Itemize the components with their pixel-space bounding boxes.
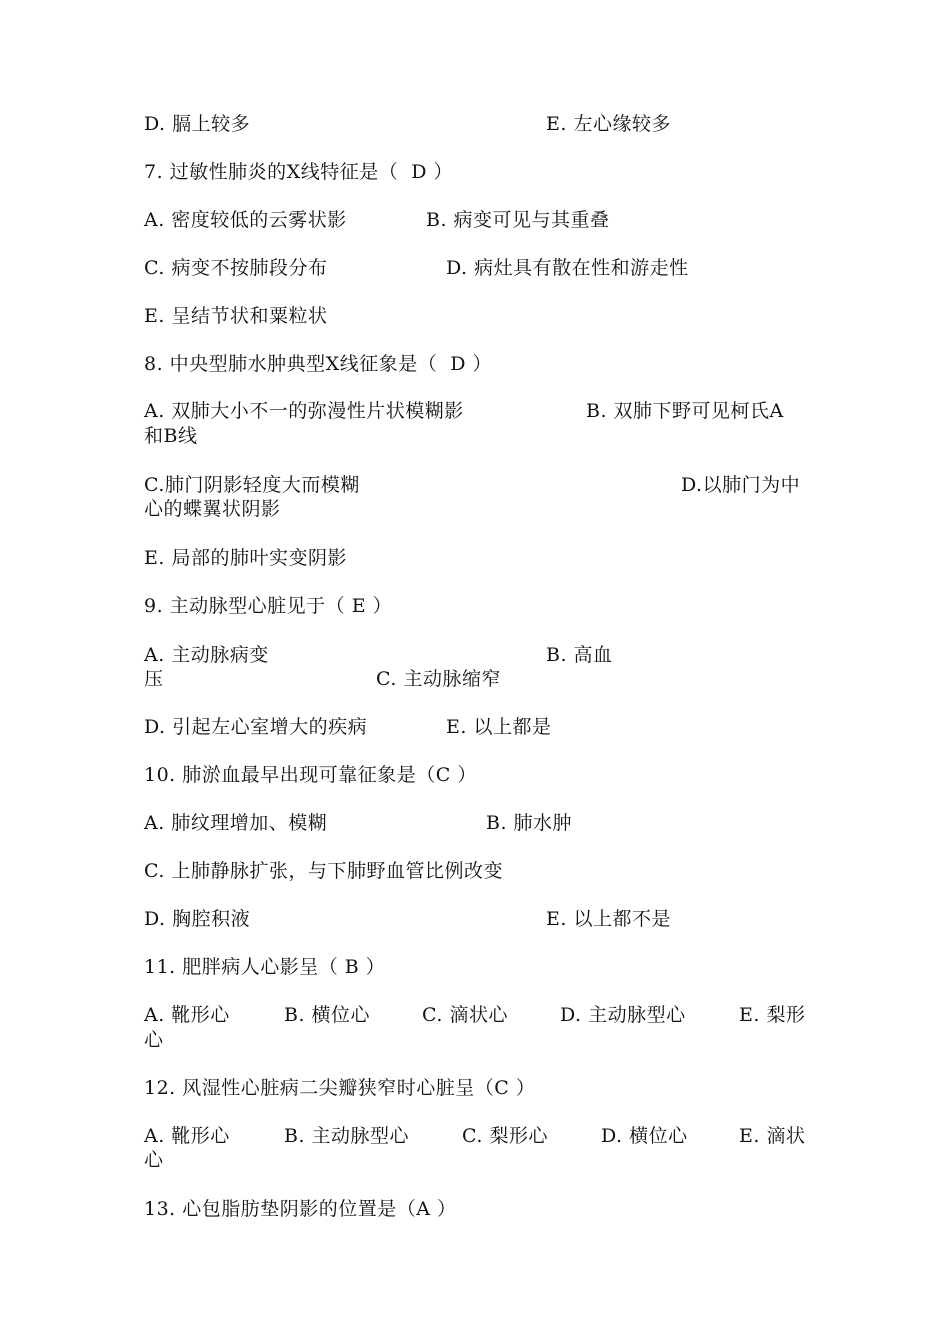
option-b: B. 高血 <box>546 644 613 666</box>
option-c: C.肺门阴影轻度大而模糊 <box>144 474 360 496</box>
option-b-continued: 压 <box>144 668 164 690</box>
option-d: D. 横位心 <box>601 1125 688 1147</box>
question-12: 12. 风湿性心脏病二尖瓣狭窄时心脏呈（C ） <box>144 1077 536 1099</box>
option-b: B. 主动脉型心 <box>284 1125 410 1147</box>
option-e: E. 梨形 <box>739 1004 806 1026</box>
option-c: C. 梨形心 <box>462 1125 548 1147</box>
option-e: E. 呈结节状和粟粒状 <box>144 305 328 327</box>
option-d: D. 膈上较多 <box>144 113 251 135</box>
option-a: A. 靴形心 <box>144 1004 230 1026</box>
option-d: D.以肺门为中 <box>681 474 801 496</box>
question-10: 10. 肺淤血最早出现可靠征象是（C ） <box>144 764 477 786</box>
option-b-continued: 和B线 <box>144 425 198 447</box>
option-a: A. 主动脉病变 <box>144 644 269 666</box>
question-13: 13. 心包脂肪垫阴影的位置是（A ） <box>144 1198 457 1220</box>
question-11: 11. 肥胖病人心影呈（ B ） <box>144 956 386 978</box>
option-d: D. 病灶具有散在性和游走性 <box>446 257 689 279</box>
option-e: E. 左心缘较多 <box>546 113 671 135</box>
question-8: 8. 中央型肺水肿典型X线征象是（ D ） <box>144 353 493 375</box>
option-d: D. 引起左心室增大的疾病 <box>144 716 368 738</box>
option-c: C. 上肺静脉扩张，与下肺野血管比例改变 <box>144 860 503 882</box>
option-e-continued: 心 <box>144 1029 164 1051</box>
option-c: C. 滴状心 <box>422 1004 508 1026</box>
option-b: B. 病变可见与其重叠 <box>426 209 610 231</box>
option-a: A. 肺纹理增加、模糊 <box>144 812 328 834</box>
option-b: B. 横位心 <box>284 1004 371 1026</box>
option-d: D. 主动脉型心 <box>560 1004 686 1026</box>
option-e: E. 滴状 <box>739 1125 806 1147</box>
option-a: A. 靴形心 <box>144 1125 230 1147</box>
option-b: B. 双肺下野可见柯氏A <box>586 400 784 422</box>
option-a: A. 双肺大小不一的弥漫性片状模糊影 <box>144 400 464 422</box>
question-9: 9. 主动脉型心脏见于（ E ） <box>144 595 393 617</box>
option-c: C. 病变不按肺段分布 <box>144 257 328 279</box>
option-c: C. 主动脉缩窄 <box>376 668 501 690</box>
option-d: D. 胸腔积液 <box>144 908 251 930</box>
option-e: E. 以上都是 <box>446 716 552 738</box>
option-e: E. 以上都不是 <box>546 908 671 930</box>
option-d-continued: 心的蝶翼状阴影 <box>144 498 281 520</box>
question-7: 7. 过敏性肺炎的X线特征是（ D ） <box>144 161 454 183</box>
option-e-continued: 心 <box>144 1149 164 1171</box>
option-b: B. 肺水肿 <box>486 812 573 834</box>
option-a: A. 密度较低的云雾状影 <box>144 209 347 231</box>
option-e: E. 局部的肺叶实变阴影 <box>144 547 347 569</box>
